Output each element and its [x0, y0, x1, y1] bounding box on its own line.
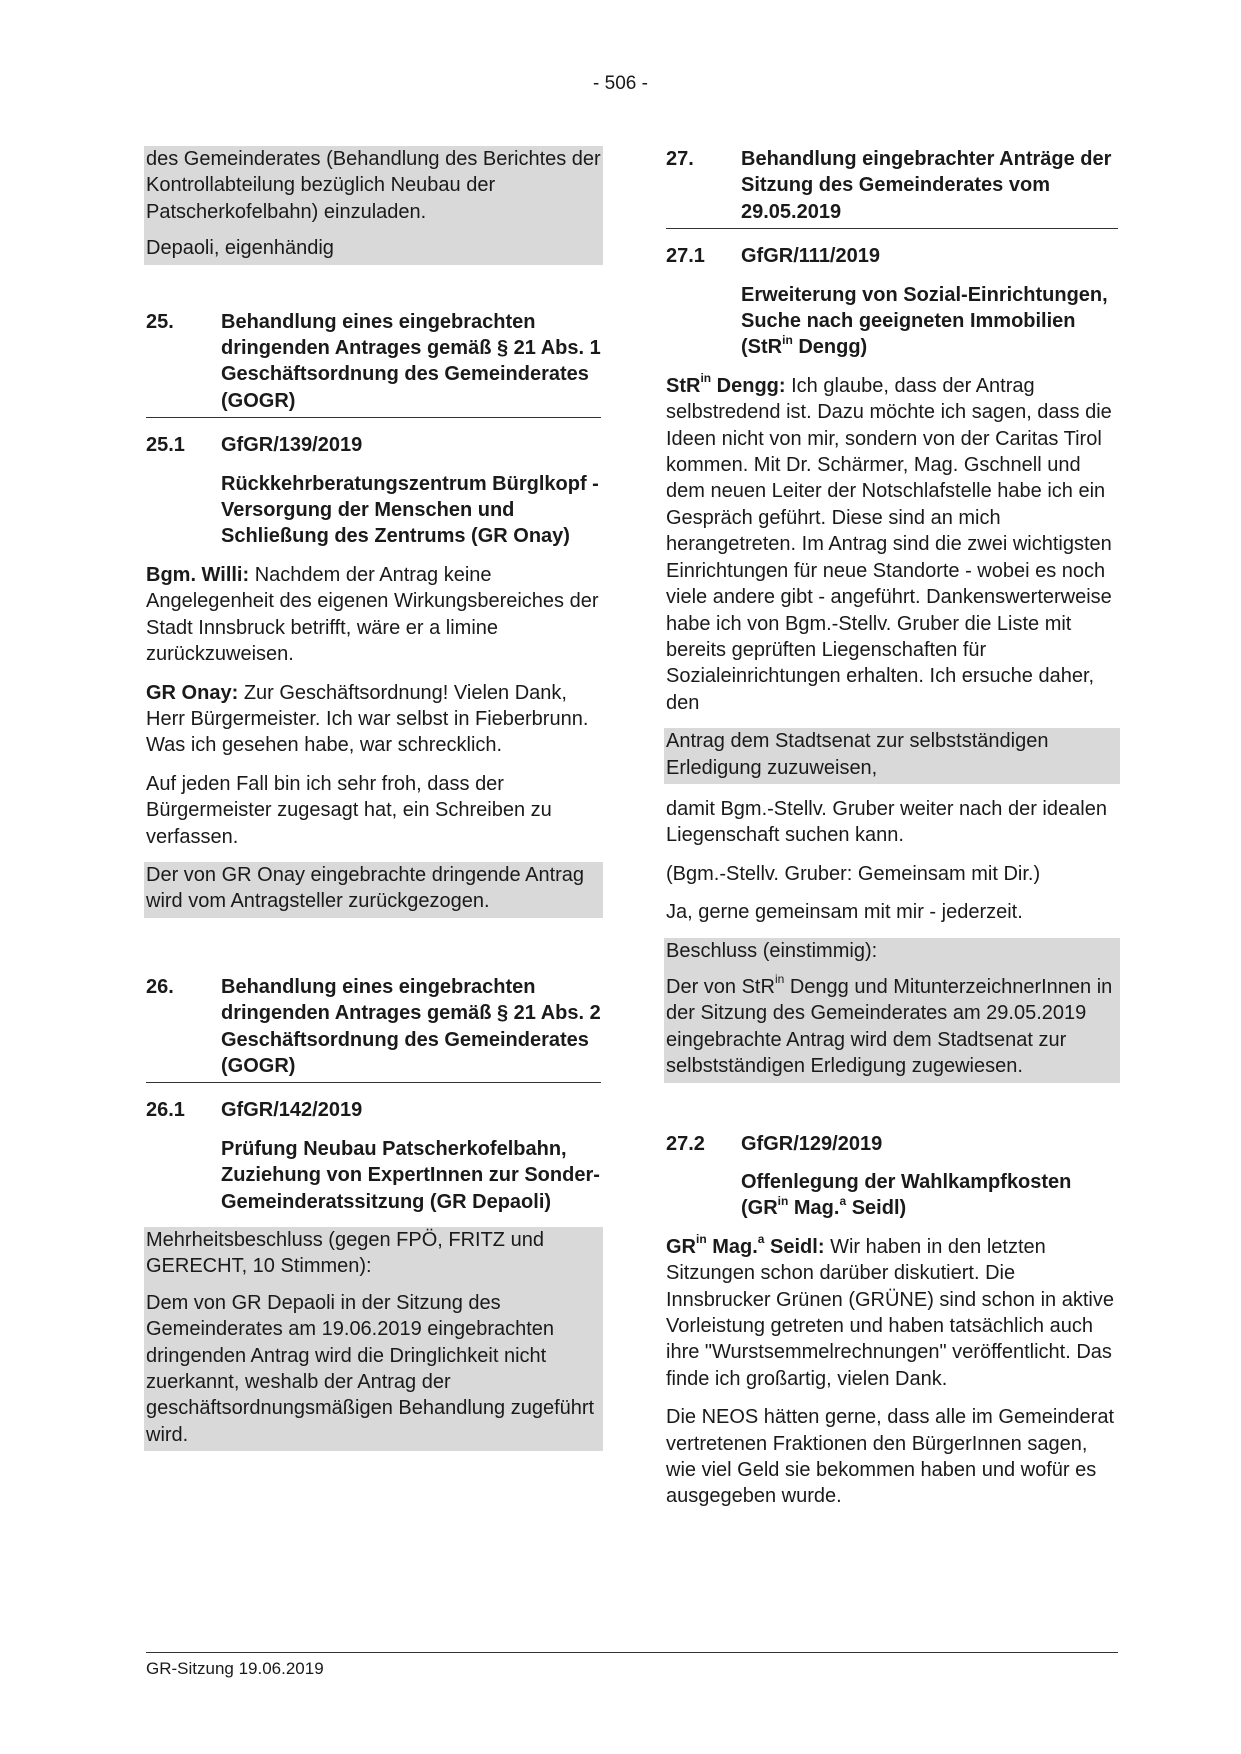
superscript: a: [757, 1232, 765, 1247]
subsection-25-1-heading: [146, 432, 601, 458]
superscript: in: [696, 1232, 707, 1247]
section-title: Behandlung eines eingebrachten dringenden Antrages gemäß § 21 Abs. 1 Geschäftsordnung des Gemeinderates (GOGR): [221, 310, 601, 412]
superscript: in: [782, 332, 793, 347]
section-number: 26.: [146, 975, 174, 998]
page-number: - 506 -: [593, 73, 648, 94]
superscript: in: [777, 1193, 789, 1208]
speech-text: Zur Geschäftsordnung! Vielen Dank, Herr Bürgermeister. Ich war selbst in Fieberbrunn. Was ich gesehen habe, war schrecklich.: [146, 681, 589, 757]
continuation-block: [144, 146, 603, 265]
section-26-heading: [146, 974, 601, 1084]
body-paragraph: damit Bgm.-Stellv. Gruber weiter nach der idealen Liegenschaft suchen kann.: [666, 797, 1107, 847]
speaker-part: Dengg:: [711, 374, 786, 397]
motion-text: Antrag dem Stadtsenat zur selbstständigen Erledigung zuzuweisen,: [664, 728, 1120, 784]
subsection-26-1-heading: [146, 1097, 601, 1123]
interjection: (Bgm.-Stellv. Gruber: Gemeinsam mit Dir.): [666, 862, 1041, 885]
subsection-code: GfGR/142/2019: [221, 1099, 363, 1122]
section-25-heading: [146, 309, 601, 419]
subsection-title: Prüfung Neubau Patscherkofelbahn, Zuziehung von ExpertInnen zur Sonder-Gemeinderatssitzung (GR Depaoli): [221, 1137, 600, 1213]
superscript: in: [700, 371, 712, 386]
signature-note: Depaoli, eigenhändig: [146, 237, 334, 260]
body-paragraph: Ja, gerne gemeinsam mit mir - jederzeit.: [666, 901, 1023, 924]
resolution-part: Dengg und MitunterzeichnerInnen in der Sitzung des Gemeinderates am 29.05.2019 eingebrachte Antrag wird dem Stadtsenat zur selbstständigen Erledigung zugewiesen.: [666, 975, 1113, 1078]
resolution-block: [144, 1227, 603, 1451]
left-column: [146, 146, 601, 1451]
resolution-block: [664, 938, 1120, 1083]
section-title: Behandlung eines eingebrachten dringenden Antrages gemäß § 21 Abs. 2 Geschäftsordnung des Gemeinderates (GOGR): [221, 975, 601, 1077]
subsection-code: GfGR/139/2019: [221, 434, 363, 457]
title-part: Erweiterung von Sozial-Einrichtungen, Suche nach geeigneten Immobilien (StR: [741, 283, 1108, 359]
subsection-title: Rückkehrberatungszentrum Bürglkopf - Versorgung der Menschen und Schließung des Zentrums (GR Onay): [221, 472, 599, 548]
resolution-text: [666, 974, 1118, 1080]
vote-result: Beschluss (einstimmig):: [666, 939, 878, 962]
resolution-text: Dem von GR Depaoli in der Sitzung des Gemeinderates am 19.06.2019 eingebrachten dringenden Antrag wird die Dringlichkeit nicht zuerkannt, weshalb der Antrag der geschäftsordnungsmäßigen Behandlung zugeführt wird.: [146, 1291, 595, 1446]
speech-paragraph: [146, 680, 601, 759]
superscript: in: [774, 972, 785, 987]
body-paragraph: Auf jeden Fall bin ich sehr froh, dass der Bürgermeister zugesagt hat, ein Schreiben zu verfassen.: [146, 772, 552, 848]
speaker-name: [666, 371, 786, 397]
section-title: Behandlung eingebrachter Anträge der Sitzung des Gemeinderates vom 29.05.2019: [741, 148, 1112, 223]
speaker-name: [666, 1232, 825, 1258]
section-number: 25.: [146, 310, 174, 333]
speaker-part: GR: [666, 1235, 696, 1258]
subsection-number: 27.2: [666, 1132, 705, 1155]
right-column: [666, 146, 1118, 1522]
title-part: Seidl): [846, 1197, 907, 1220]
speaker-name: GR Onay:: [146, 681, 239, 704]
body-paragraph: Die NEOS hätten gerne, dass alle im Gemeinderat vertretenen Fraktionen den BürgerInnen sagen, wie viel Geld sie bekommen haben und wofür es ausgegeben wurde.: [666, 1406, 1114, 1508]
subsection-number: 26.1: [146, 1099, 185, 1122]
subsection-number: 27.1: [666, 245, 705, 268]
page-footer: GR-Sitzung 19.06.2019: [146, 1652, 1118, 1679]
speaker-part: StR: [666, 374, 701, 397]
resolution-part: Der von StR: [666, 975, 775, 998]
speech-text: Ich glaube, dass der Antrag selbstredend ist. Dazu möchte ich sagen, dass die Ideen nicht von mir, sondern von der Caritas Tirol kommen. Mit Dr. Schärmer, Mag. Gschnell und dem neuen Leiter der Notschlafstelle habe ich ein Gespräch geführt. Diese sind an mich herangetreten. Im Antrag sind die zwei wichtigsten Einrichtungen für neue Standorte - wobei es noch viele andere gibt - angeführt. Dankenswerterweise habe ich von Bgm.-Stellv. Gruber die Liste mit bereits geprüften Liegenschaften für Sozialeinrichtungen erhalten. Ich ersuche daher, den: [666, 374, 1112, 714]
title-part: Mag.: [788, 1197, 840, 1220]
title-part: Dengg): [792, 336, 868, 359]
subsection-code: GfGR/111/2019: [741, 245, 880, 268]
speaker-name: Bgm. Willi:: [146, 563, 250, 586]
speech-paragraph: [666, 373, 1118, 716]
speaker-part: Mag.: [706, 1235, 758, 1258]
subsection-title: [741, 282, 1118, 361]
subsection-27-1-heading: [666, 243, 1118, 269]
subsection-title: [741, 1169, 1118, 1222]
subsection-27-2-heading: [666, 1131, 1118, 1157]
speech-paragraph: [666, 1234, 1118, 1392]
section-number: 27.: [666, 148, 694, 170]
resolution-text: Der von GR Onay eingebrachte dringende Antrag wird vom Antragsteller zurückgezogen.: [144, 862, 603, 918]
speech-text: Wir haben in den letzten Sitzungen schon darüber diskutiert. Die Innsbrucker Grünen (GRÜNE) sind schon in aktive Vorleistung getreten und haben tatsächlich auch ihre "Wurstsemmelrechnungen" veröffentlicht. Das finde ich großartig, vielen Dank.: [666, 1235, 1114, 1390]
subsection-code: GfGR/129/2019: [741, 1132, 883, 1155]
superscript: a: [839, 1193, 847, 1208]
vote-result: Mehrheitsbeschluss (gegen FPÖ, FRITZ und GERECHT, 10 Stimmen):: [146, 1229, 544, 1278]
speech-text: Nachdem der Antrag keine Angelegenheit des eigenen Wirkungsbereiches der Stadt Innsbruck betrifft, wäre er a limine zurückzuweisen.: [146, 563, 599, 666]
title-part: Offenlegung der Wahlkampfkosten (GR: [741, 1171, 1072, 1220]
section-27-heading: [666, 146, 1118, 229]
speaker-part: Seidl:: [764, 1235, 825, 1258]
subsection-number: 25.1: [146, 434, 185, 457]
speech-paragraph: [146, 562, 601, 668]
continuation-text: des Gemeinderates (Behandlung des Berichtes der Kontrollabteilung bezüglich Neubau der Patscherkofelbahn) einzuladen.: [146, 148, 601, 223]
